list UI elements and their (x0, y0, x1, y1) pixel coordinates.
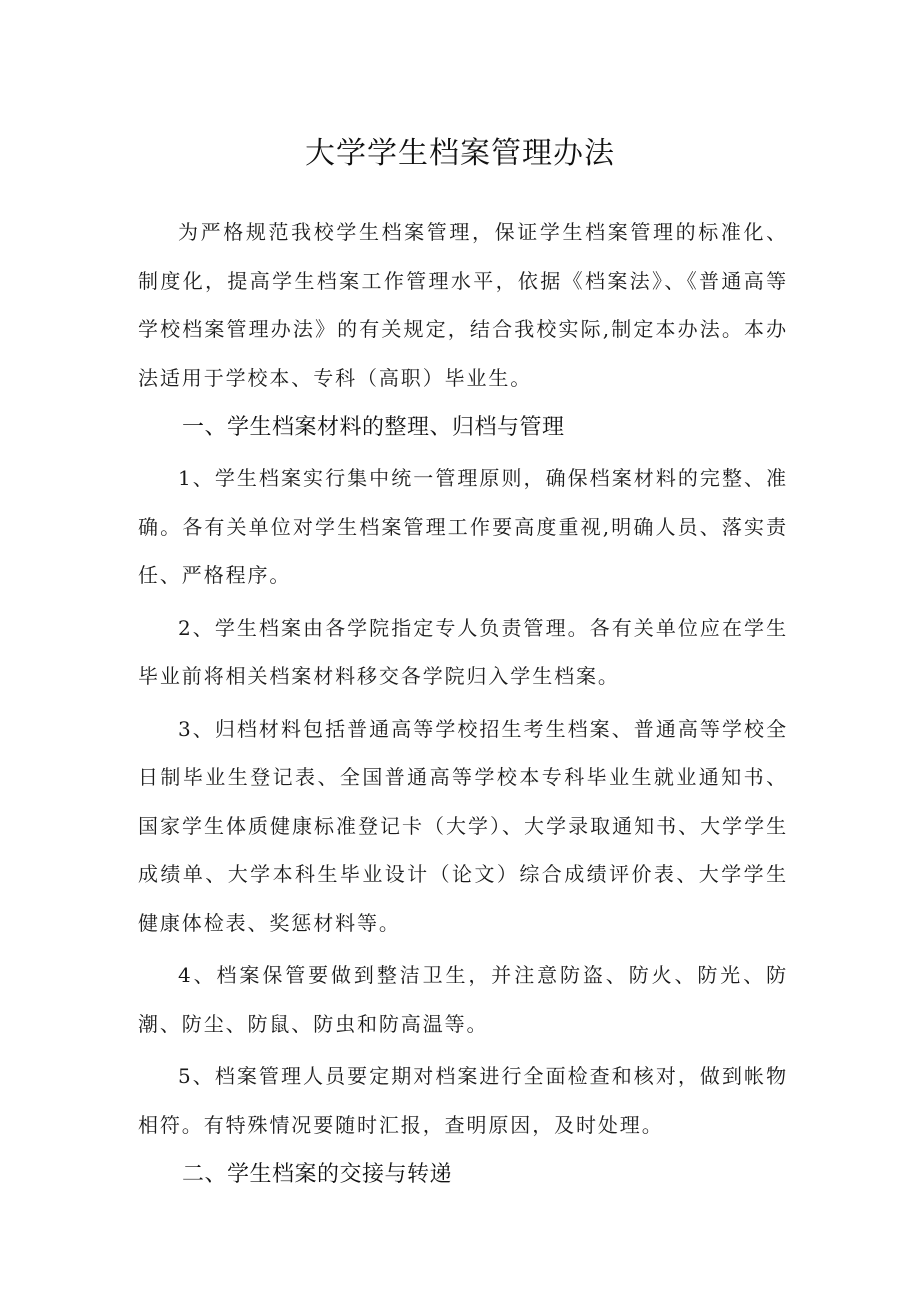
document-body (138, 208, 788, 1199)
section-heading-2: 二、学生档案的交接与转递 (182, 1162, 453, 1187)
section-1-paragraph-5: 5、档案管理人员要定期对档案进行全面检查和核对，做到帐物相符。有特殊情况要随时汇报，查明原因，及时处理。 (138, 1064, 788, 1137)
section-1-paragraph-1: 1、学生档案实行集中统一管理原则，确保档案材料的完整、准确。各有关单位对学生档案管理工作要高度重视,明确人员、落实责任、严格程序。 (138, 466, 788, 587)
document-title: 大学学生档案管理办法 (305, 136, 615, 171)
section-1-paragraph-2: 2、学生档案由各学院指定专人负责管理。各有关单位应在学生毕业前将相关档案材料移交各学院归入学生档案。 (138, 615, 788, 688)
section-1-paragraph-4: 4、档案保管要做到整洁卫生，并注意防盗、防火、防光、防潮、防尘、防鼠、防虫和防高温等。 (138, 963, 788, 1036)
intro-paragraph: 为严格规范我校学生档案管理，保证学生档案管理的标准化、制度化，提高学生档案工作管理水平，依据《档案法》、《普通高等学校档案管理办法》的有关规定，结合我校实际,制定本办法。本办法适用于学校本、专科（高职）毕业生。 (138, 220, 788, 390)
section-1-paragraph-3: 3、归档材料包括普通高等学校招生考生档案、普通高等学校全日制毕业生登记表、全国普通高等学校本专科毕业生就业通知书、国家学生体质健康标准登记卡（大学）、大学录取通知书、大学学生成绩单、大学本科生毕业设计（论文）综合成绩评价表、大学学生健康体检表、奖惩材料等。 (138, 716, 788, 935)
section-heading-1: 一、学生档案材料的整理、归档与管理 (182, 415, 565, 440)
